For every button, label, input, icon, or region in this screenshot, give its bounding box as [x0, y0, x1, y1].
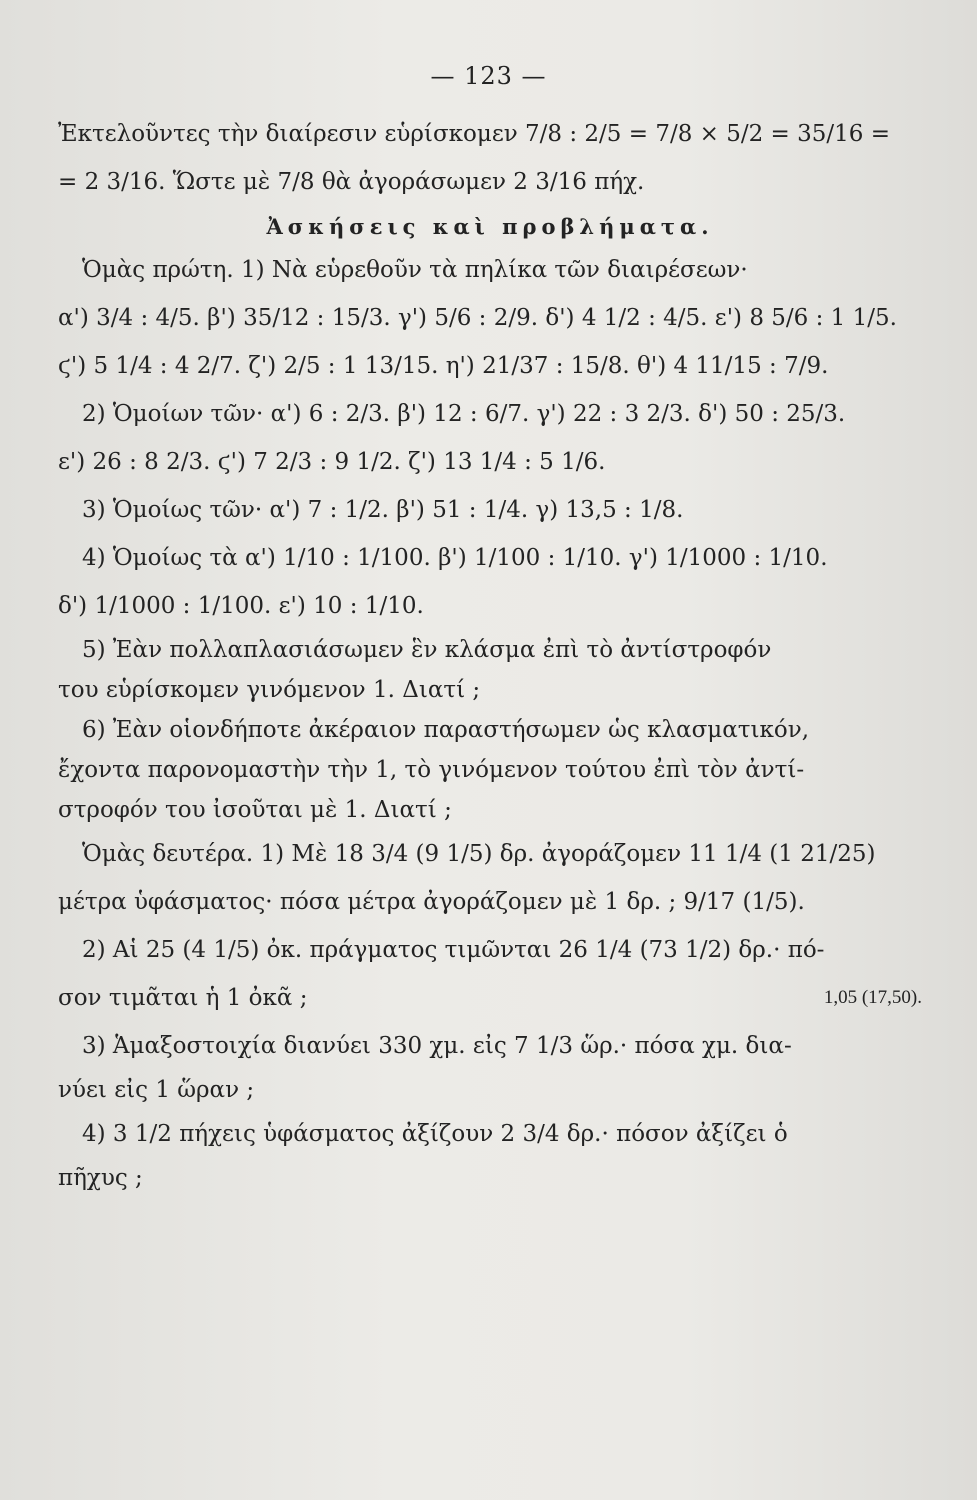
text-line: 5) Ἐὰν πολλαπλασιάσωμεν ἓν κλάσμα ἐπὶ τὸ ἀντίστροφόν [82, 637, 772, 663]
page-text [58, 110, 922, 1198]
problem-line: 3) Ἁμαξοστοιχία διανύει 330 χμ. εἰς 7 1/3 ὥρ.· πόσα χμ. δια- [82, 1033, 792, 1059]
exercise-line: 3) Ὁμοίως τῶν· α') 7 : 1/2. β') 51 : 1/4. γ) 13,5 : 1/8. [82, 497, 684, 523]
exercise-line: 2) Ὁμοίων τῶν· α') 6 : 2/3. β') 12 : 6/7. γ') 22 : 3 2/3. δ') 50 : 25/3. [82, 401, 846, 427]
text-line: 6) Ἐὰν οἱονδήποτε ἀκέραιον παραστήσωμεν ὡς κλασματικόν, [82, 717, 810, 743]
problem-line-with-answer [58, 974, 922, 1022]
text-line: = 2 3/16. Ὥστε μὲ 7/8 θὰ ἀγοράσωμεν 2 3/16 πήχ. [58, 169, 645, 195]
page-number: — 123 — [430, 62, 547, 90]
problem-line: μέτρα ὑφάσματος· πόσα μέτρα ἀγοράζομεν μὲ 1 δρ. ; 9/17 (1/5). [58, 889, 805, 915]
problem-line: 2) Αἱ 25 (4 1/5) ὀκ. πράγματος τιμῶνται 26 1/4 (73 1/2) δρ.· πό- [82, 937, 825, 963]
problem-text: σον τιμᾶται ἡ 1 ὀκᾶ ; [58, 985, 308, 1011]
text-line: του εὑρίσκομεν γινόμενον 1. Διατί ; [58, 677, 481, 703]
answer-text: 1,05 (17,50). [823, 987, 922, 1008]
problem-line: Ὁμὰς δευτέρα. 1) Μὲ 18 3/4 (9 1/5) δρ. ἀγοράζομεν 11 1/4 (1 21/25) [82, 841, 876, 867]
exercise-line: α') 3/4 : 4/5. β') 35/12 : 15/3. γ') 5/6 : 2/9. δ') 4 1/2 : 4/5. ε') 8 5/6 : 1 1/5. [58, 305, 897, 331]
text-line: στροφόν του ἰσοῦται μὲ 1. Διατί ; [58, 797, 452, 823]
problem-line: 4) 3 1/2 πήχεις ὑφάσματος ἀξίζουν 2 3/4 δρ.· πόσον ἀξίζει ὁ [82, 1121, 788, 1147]
section-heading: Ἀσκήσεις καὶ προβλήματα. [266, 213, 714, 239]
exercise-line: ε') 26 : 8 2/3. ϛ') 7 2/3 : 9 1/2. ζ') 13 1/4 : 5 1/6. [58, 449, 606, 475]
exercise-line: δ') 1/1000 : 1/100. ε') 10 : 1/10. [58, 593, 424, 619]
exercise-line: 4) Ὁμοίως τὰ α') 1/10 : 1/100. β') 1/100 : 1/10. γ') 1/1000 : 1/10. [82, 545, 828, 571]
problem-line: πῆχυς ; [58, 1165, 143, 1191]
text-line: Ὁμὰς πρώτη. 1) Νὰ εὑρεθοῦν τὰ πηλίκα τῶν διαιρέσεων· [82, 257, 748, 283]
text-line: ἔχοντα παρονομαστὴν τὴν 1, τὸ γινόμενον τούτου ἐπὶ τὸν ἀντί- [58, 757, 805, 783]
text-line: Ἐκτελοῦντες τὴν διαίρεσιν εὑρίσκομεν 7/8 : 2/5 = 7/8 × 5/2 = 35/16 = [58, 121, 891, 147]
problem-line: νύει εἰς 1 ὥραν ; [58, 1077, 255, 1103]
exercise-line: ϛ') 5 1/4 : 4 2/7. ζ') 2/5 : 1 13/15. η') 21/37 : 15/8. θ') 4 11/15 : 7/9. [58, 353, 829, 379]
